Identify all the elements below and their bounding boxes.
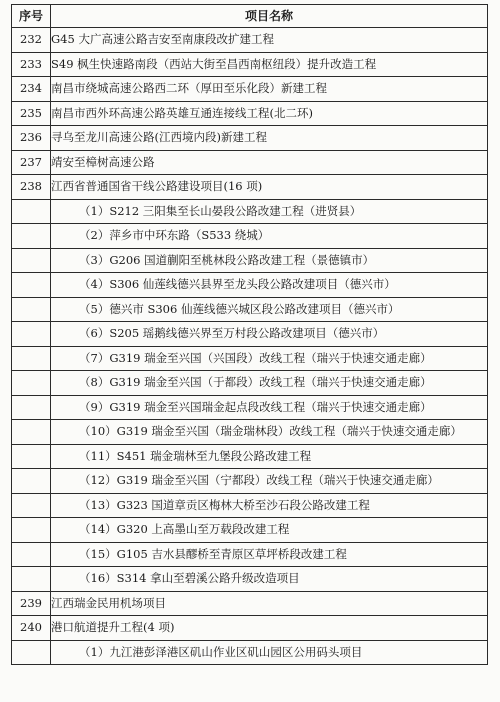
project-name-cell: 南昌市绕城高速公路西二环（厚田至乐化段）新建工程 [51, 77, 488, 102]
serial-number-cell [12, 567, 51, 592]
project-name-cell: 江西省普通国省干线公路建设项目(16 项) [51, 175, 488, 200]
serial-number-cell [12, 248, 51, 273]
table-row [12, 101, 488, 126]
project-name-cell: 南昌市西外环高速公路英雄互通连接线工程(北二环) [51, 101, 488, 126]
serial-number-cell [12, 469, 51, 494]
table-row [12, 469, 488, 494]
serial-number-cell [12, 322, 51, 347]
serial-number-cell [12, 297, 51, 322]
table-row [12, 616, 488, 641]
serial-number-cell: 239 [12, 591, 51, 616]
serial-number-cell: 240 [12, 616, 51, 641]
table-row [12, 322, 488, 347]
header-project-name: 项目名称 [51, 5, 488, 28]
serial-number-cell [12, 444, 51, 469]
table-row [12, 420, 488, 445]
project-name-cell: 靖安至樟树高速公路 [51, 150, 488, 175]
sub-project-name-cell: （7）G319 瑞金至兴国（兴国段）改线工程（瑞兴于快速交通走廊） [51, 346, 488, 371]
table-row [12, 567, 488, 592]
serial-number-cell [12, 542, 51, 567]
sub-project-name-cell: （6）S205 瑶鹅线德兴界至万村段公路改建项目（德兴市） [51, 322, 488, 347]
table-body [12, 28, 488, 665]
table-row [12, 640, 488, 665]
serial-number-cell [12, 224, 51, 249]
project-name-cell: G45 大广高速公路吉安至南康段改扩建工程 [51, 28, 488, 53]
sub-project-name-cell: （10）G319 瑞金至兴国（瑞金瑞林段）改线工程（瑞兴于快速交通走廊） [51, 420, 488, 445]
project-name-cell: 港口航道提升工程(4 项) [51, 616, 488, 641]
table-row [12, 371, 488, 396]
sub-project-name-cell: （1）九江港彭泽港区矶山作业区矶山园区公用码头项目 [51, 640, 488, 665]
serial-number-cell [12, 199, 51, 224]
serial-number-cell [12, 518, 51, 543]
table-row [12, 346, 488, 371]
serial-number-cell: 232 [12, 28, 51, 53]
table-header-row [12, 5, 488, 28]
serial-number-cell: 233 [12, 52, 51, 77]
table-row [12, 28, 488, 53]
serial-number-cell [12, 371, 51, 396]
table-row [12, 591, 488, 616]
sub-project-name-cell: （16）S314 拿山至碧溪公路升级改造项目 [51, 567, 488, 592]
serial-number-cell: 238 [12, 175, 51, 200]
serial-number-cell [12, 640, 51, 665]
serial-number-cell: 234 [12, 77, 51, 102]
sub-project-name-cell: （11）S451 瑞金瑞林至九堡段公路改建工程 [51, 444, 488, 469]
sub-project-name-cell: （5）德兴市 S306 仙莲线德兴城区段公路改建项目（德兴市） [51, 297, 488, 322]
sub-project-name-cell: （4）S306 仙莲线德兴县界至龙头段公路改建项目（德兴市） [51, 273, 488, 298]
project-name-cell: 寻乌至龙川高速公路(江西境内段)新建工程 [51, 126, 488, 151]
sub-project-name-cell: （12）G319 瑞金至兴国（宁都段）改线工程（瑞兴于快速交通走廊） [51, 469, 488, 494]
table-row [12, 150, 488, 175]
table-row [12, 224, 488, 249]
sub-project-name-cell: （9）G319 瑞金至兴国瑞金起点段改线工程（瑞兴于快速交通走廊） [51, 395, 488, 420]
serial-number-cell: 235 [12, 101, 51, 126]
table-row [12, 175, 488, 200]
sub-project-name-cell: （2）萍乡市中环东路（S533 绕城） [51, 224, 488, 249]
table-row [12, 199, 488, 224]
sub-project-name-cell: （15）G105 吉水县醪桥至青原区草坪桥段改建工程 [51, 542, 488, 567]
sub-project-name-cell: （14）G320 上高墨山至万载段改建工程 [51, 518, 488, 543]
table-row [12, 273, 488, 298]
serial-number-cell: 236 [12, 126, 51, 151]
sub-project-name-cell: （8）G319 瑞金至兴国（于都段）改线工程（瑞兴于快速交通走廊） [51, 371, 488, 396]
serial-number-cell [12, 493, 51, 518]
sub-project-name-cell: （13）G323 国道章贡区梅林大桥至沙石段公路改建工程 [51, 493, 488, 518]
sub-project-name-cell: （3）G206 国道蒯阳至桃林段公路改建工程（景德镇市） [51, 248, 488, 273]
table-row [12, 248, 488, 273]
sub-project-name-cell: （1）S212 三阳集至长山晏段公路改建工程（进贤县） [51, 199, 488, 224]
serial-number-cell [12, 420, 51, 445]
table-row [12, 542, 488, 567]
table-row [12, 395, 488, 420]
project-table [11, 4, 488, 665]
serial-number-cell [12, 273, 51, 298]
table-row [12, 493, 488, 518]
header-serial-number: 序号 [12, 5, 51, 28]
project-name-cell: 江西瑞金民用机场项目 [51, 591, 488, 616]
table-row [12, 77, 488, 102]
table-row [12, 52, 488, 77]
table-row [12, 126, 488, 151]
serial-number-cell [12, 346, 51, 371]
table-row [12, 444, 488, 469]
serial-number-cell: 237 [12, 150, 51, 175]
serial-number-cell [12, 395, 51, 420]
project-name-cell: S49 枫生快速路南段（西站大街至昌西南枢纽段）提升改造工程 [51, 52, 488, 77]
table-row [12, 297, 488, 322]
table-row [12, 518, 488, 543]
